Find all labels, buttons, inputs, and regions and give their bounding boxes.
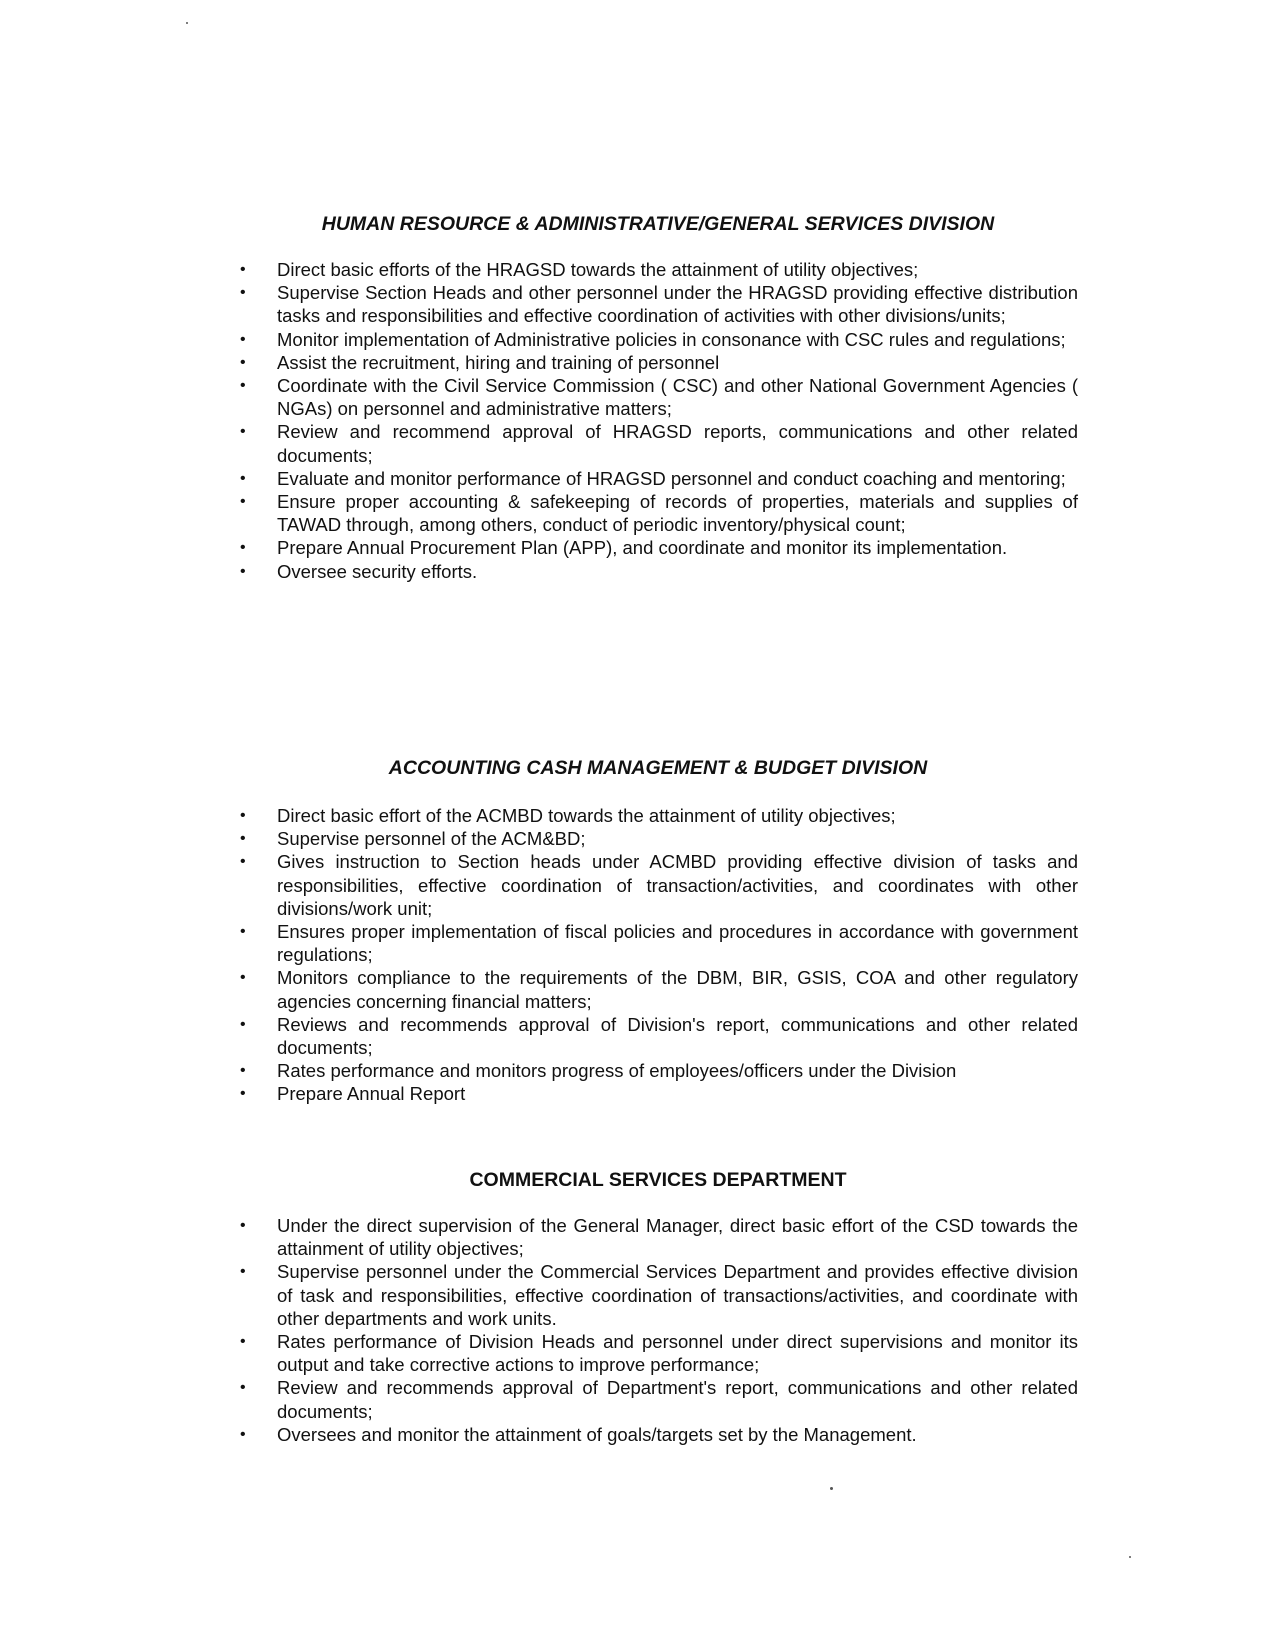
duty-list	[238, 804, 1078, 1106]
list-item: • Ensures proper implementation of fiscal policies and procedures in accordance with government regulations;	[240, 921, 1078, 966]
list-item: • Monitors compliance to the requirements of the DBM, BIR, GSIS, COA and other regulatory agencies concerning financial matters;	[240, 967, 1078, 1012]
scan-speck	[830, 1487, 833, 1490]
bullet: •	[240, 1263, 246, 1281]
list-item: • Reviews and recommends approval of Division's report, communications and other related documents;	[240, 1013, 1078, 1059]
list-item: • Review and recommends approval of Department's report, communications and other related documents;	[240, 1377, 1078, 1422]
bullet: •	[240, 261, 246, 278]
list-item: • Supervise Section Heads and other personnel under the HRAGSD providing effective distribution tasks and responsibilities and effective coordination of activities with other divisions/units;	[240, 282, 1078, 327]
list-item: • Under the direct supervision of the General Manager, direct basic effort of the CSD towards the attainment of utility objectives;	[240, 1215, 1078, 1260]
bullet: •	[240, 469, 246, 487]
list-item: • Monitor implementation of Administrative policies in consonance with CSC rules and regulations;	[240, 328, 1066, 350]
list-item: • Supervise personnel of the ACM&BD;	[240, 828, 586, 850]
bullet: •	[240, 330, 246, 348]
scan-speck	[186, 22, 188, 24]
list-item: • Direct basic efforts of the HRAGSD towards the attainment of utility objectives;	[240, 259, 919, 280]
list-item: • Ensure proper accounting & safekeeping of records of properties, materials and supplies of TAWAD through, among others, conduct of periodic inventory/physical count;	[240, 491, 1078, 536]
bullet: •	[240, 539, 246, 557]
bullet: •	[240, 423, 246, 441]
csd-section	[238, 1168, 1078, 1446]
bullet: •	[240, 493, 246, 511]
scan-speck	[1129, 1556, 1131, 1558]
hragsd-section	[238, 212, 1078, 583]
bullet: •	[240, 853, 246, 871]
acmbd-section	[238, 756, 1078, 1106]
bullet: •	[240, 969, 246, 987]
bullet: •	[240, 1425, 246, 1443]
bullet: •	[240, 284, 246, 302]
list-item: • Prepare Annual Procurement Plan (APP), and coordinate and monitor its implementation.	[240, 537, 1008, 559]
duty-list	[238, 1214, 1078, 1446]
section-heading: COMMERCIAL SERVICES DEPARTMENT	[469, 1169, 847, 1191]
bullet: •	[240, 1085, 246, 1103]
bullet: •	[240, 1379, 246, 1397]
list-item: • Review and recommend approval of HRAGSD reports, communications and other related documents;	[240, 421, 1078, 466]
list-item: • Direct basic effort of the ACMBD towards the attainment of utility objectives;	[240, 805, 896, 826]
bullet: •	[240, 1062, 246, 1080]
bullet: •	[240, 377, 246, 395]
list-item: • Prepare Annual Report	[240, 1083, 466, 1105]
bullet: •	[240, 562, 246, 580]
bullet: •	[240, 923, 246, 941]
list-item: • Coordinate with the Civil Service Commission ( CSC) and other National Government Agencies ( NGAs) on personnel and administrative matters;	[240, 375, 1078, 420]
list-item: • Rates performance and monitors progress of employees/officers under the Division	[240, 1060, 957, 1082]
bullet: •	[240, 1333, 246, 1351]
section-heading: ACCOUNTING CASH MANAGEMENT & BUDGET DIVISION	[388, 757, 928, 779]
list-item: • Oversees and monitor the attainment of goals/targets set by the Management.	[240, 1423, 917, 1445]
list-item: • Assist the recruitment, hiring and training of personnel	[240, 351, 720, 373]
list-item: • Supervise personnel under the Commercial Services Department and provides effective division of task and responsibilities, effective coordination of transactions/activities, and coordinate with other departments and work units.	[240, 1261, 1078, 1329]
list-item: • Gives instruction to Section heads under ACMBD providing effective division of tasks and responsibilities, effective coordination of transaction/activities, and coordinates with other divisions/work unit;	[240, 851, 1078, 919]
list-item: • Evaluate and monitor performance of HRAGSD personnel and conduct coaching and mentoring;	[240, 467, 1066, 489]
bullet: •	[240, 807, 246, 824]
section-heading: HUMAN RESOURCE & ADMINISTRATIVE/GENERAL SERVICES DIVISION	[321, 213, 995, 235]
bullet: •	[240, 1015, 246, 1033]
list-item: • Rates performance of Division Heads and personnel under direct supervisions and monitor its output and take corrective actions to improve performance;	[240, 1331, 1078, 1376]
bullet: •	[240, 830, 246, 848]
bullet: •	[240, 353, 246, 371]
list-item: • Oversee security efforts.	[240, 560, 478, 582]
bullet: •	[240, 1217, 246, 1234]
duty-list	[238, 258, 1078, 583]
